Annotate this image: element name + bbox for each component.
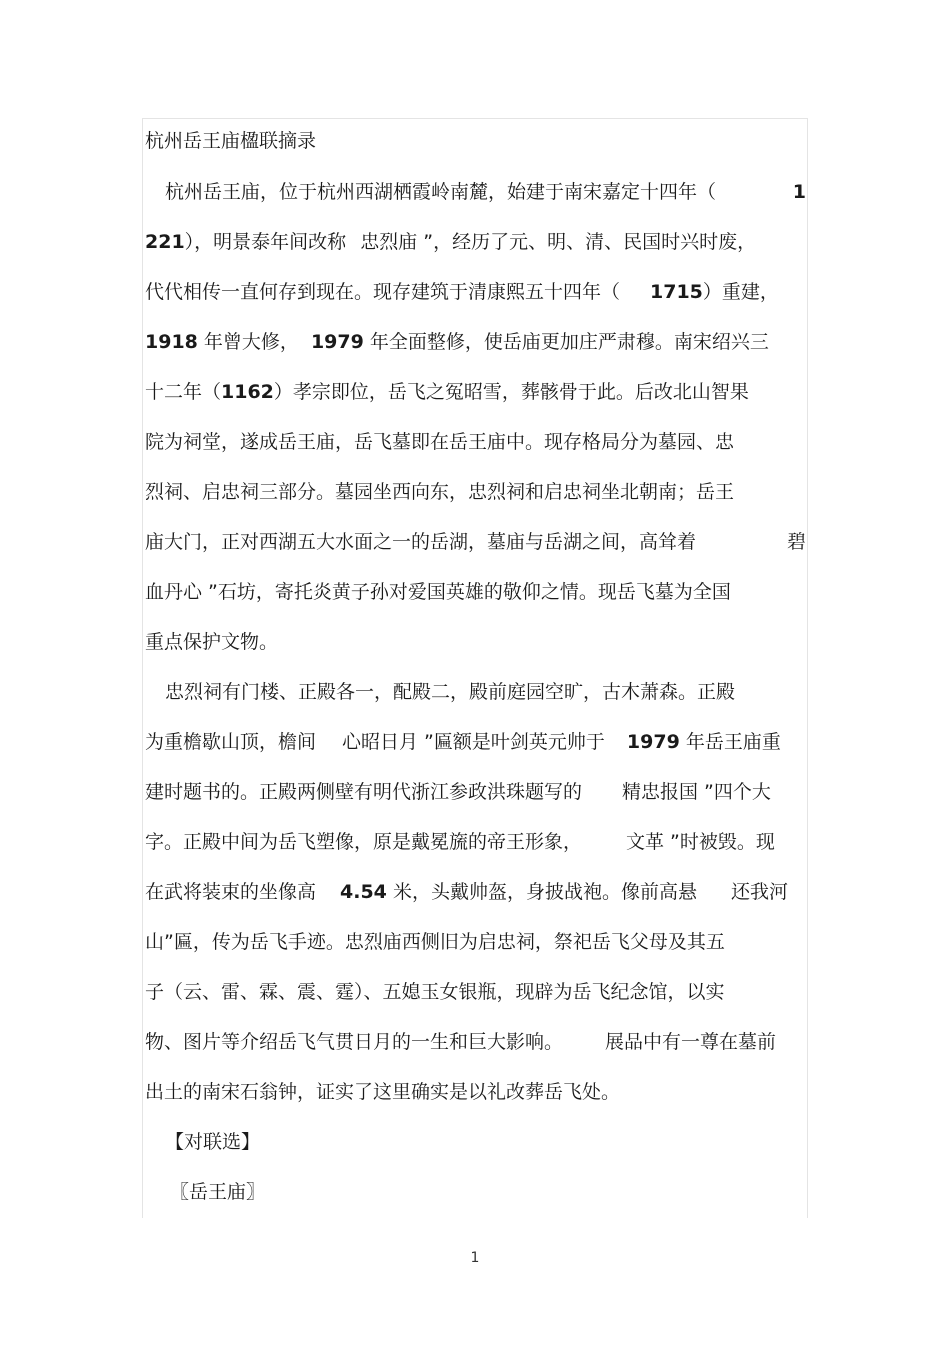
p2-line-3-b: 精忠报国 ”四个大 (622, 781, 771, 803)
p1-line-2-b: 忠烈庙 ”，经历了元、明、清、民国时兴时废， (360, 231, 757, 253)
p2-line-5-c: 还我河 (730, 881, 788, 903)
p1-line-2-a: ），明景泰年间改称 (184, 231, 347, 253)
year-1979-b: 1979 (626, 731, 680, 753)
p2-line-6: 山”匾，传为岳飞手迹。忠烈庙西侧旧为启忠祠，祭祀岳飞父母及其五 (145, 931, 725, 953)
p1-line-9: 血丹心 ”石坊，寄托炎黄子孙对爱国英雄的敬仰之情。现岳飞墓为全国 (145, 581, 731, 603)
p2-line-8-a: 物、图片等介绍岳飞气贯日月的一生和巨大影响。 (145, 1031, 564, 1053)
year-1979: 1979 (310, 331, 364, 353)
p1-line-10: 重点保护文物。 (145, 631, 279, 653)
p1-line-4 (145, 327, 769, 357)
year-1162: 1162 (221, 381, 274, 403)
p2-line-3-a: 建时题书的。正殿两侧壁有明代浙江参政洪珠题写的 (145, 781, 583, 803)
p2-line-3 (145, 777, 771, 807)
p2-line-2-b: 心昭日月 ”匾额是叶剑英元帅于 (342, 731, 605, 753)
p1-line-1: 杭州岳王庙，位于杭州西湖栖霞岭南麓，始建于南宋嘉定十四年（ (165, 181, 717, 203)
p2-line-4-b: 文革 ”时被毁。现 (626, 831, 775, 853)
year-1221: 221 (145, 231, 185, 253)
year-1918: 1918 (145, 331, 198, 353)
p2-line-5-b: 米，头戴帅盔，身披战袍。像前高悬 (386, 881, 697, 903)
p1-line-2 (145, 227, 756, 257)
p2-line-7: 子（云、雷、霖、震、霆）、五媳玉女银瓶，现辟为岳飞纪念馆，以实 (145, 981, 725, 1003)
p2-line-2-a: 为重檐歇山顶，檐间 (145, 731, 317, 753)
section-heading: 【对联选】 (165, 1131, 261, 1153)
p2-line-4-a: 字。正殿中间为岳飞塑像，原是戴冕旒的帝王形象， (145, 831, 583, 853)
p1-line-3-a: 代代相传一直何存到现在。现存建筑于清康熙五十四年（ (145, 281, 621, 303)
p1-line-3 (145, 277, 779, 307)
p1-line-4-b: 年全面整修，使岳庙更加庄严肃穆。南宋绍兴三 (363, 331, 769, 353)
p2-line-9: 出土的南宋石翁钟，证实了这里确实是以礼改葬岳飞处。 (145, 1081, 621, 1103)
p2-line-8-b: 展品中有一尊在墓前 (605, 1031, 777, 1053)
p2-line-4 (145, 827, 775, 857)
p1-line-5-a: 十二年（ (145, 381, 222, 403)
p2-line-5-a: 在武将装束的坐像高 (145, 881, 317, 903)
p2-line-5 (145, 877, 788, 907)
document-title: 杭州岳王庙楹联摘录 (145, 130, 317, 152)
p1-line-8-end: 碧 (786, 531, 806, 553)
p1-line-4-a: 年曾大修， (197, 331, 299, 353)
height-4-54: 4.54 (340, 881, 387, 903)
p1-line-7: 烈祠、启忠祠三部分。墓园坐西向东，忠烈祠和启忠祠坐北朝南；岳王 (145, 481, 735, 503)
page-number: 1 (470, 1250, 480, 1266)
p1-line-1-end: 1 (792, 181, 806, 203)
p1-line-3-b: ）重建， (702, 281, 779, 303)
p1-line-6: 院为祠堂，遂成岳王庙，岳飞墓即在岳王庙中。现存格局分为墓园、忠 (145, 431, 735, 453)
p2-line-1: 忠烈祠有门楼、正殿各一，配殿二，殿前庭园空旷，古木萧森。正殿 (165, 681, 736, 703)
year-1715: 1715 (650, 281, 703, 303)
p2-line-2-c: 年岳王庙重 (679, 731, 781, 753)
p1-line-8: 庙大门，正对西湖五大水面之一的岳湖，墓庙与岳湖之间，高耸着 (145, 531, 697, 553)
p1-line-5-b: ）孝宗即位，岳飞之冤昭雪，葬骸骨于此。后改北山智果 (273, 381, 749, 403)
p1-line-5 (145, 377, 749, 407)
p2-line-2 (145, 727, 781, 757)
sub-heading: 〖岳王庙〗 (170, 1181, 266, 1203)
p2-line-8 (145, 1027, 776, 1057)
